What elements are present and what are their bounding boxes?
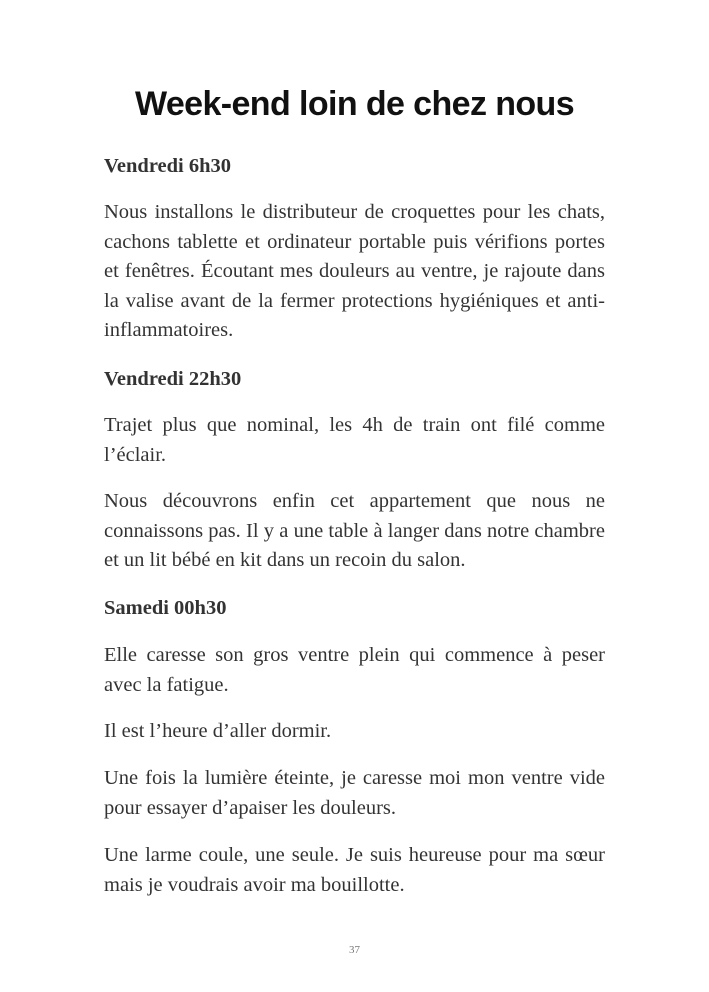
paragraph-croquettes: Nous installons le distributeur de croquettes pour les chats, cachons tablette et ordinateur portable puis vérifions portes et fenêtres. Écoutant mes douleurs au ventre, je rajoute dans la valise avant de la fermer protections hygiéniques et anti-inflammatoires. (104, 201, 605, 341)
section-heading-samedi-00h30: Samedi 00h30 (104, 597, 227, 619)
paragraph-dormir: Il est l’heure d’aller dormir. (104, 720, 332, 742)
section-heading-vendredi-22h30: Vendredi 22h30 (104, 368, 242, 390)
paragraph-trajet: Trajet plus que nominal, les 4h de train ont filé comme l’éclair. (104, 414, 605, 466)
paragraph-larme: Une larme coule, une seule. Je suis heureuse pour ma sœur mais je voudrais avoir ma bouillotte. (104, 844, 605, 896)
section-heading-vendredi-6h30: Vendredi 6h30 (104, 155, 232, 177)
paragraph-lumiere-eteinte: Une fois la lumière éteinte, je caresse moi mon ventre vide pour essayer d’apaiser les douleurs. (104, 767, 605, 819)
document-page (104, 0, 605, 992)
page-title: Week-end loin de chez nous (134, 85, 575, 123)
page-number: 37 (349, 944, 360, 956)
paragraph-appartement: Nous découvrons enfin cet appartement que nous ne connaissons pas. Il y a une table à langer dans notre chambre et un lit bébé en kit dans un recoin du salon. (104, 490, 605, 571)
paragraph-ventre-plein: Elle caresse son gros ventre plein qui commence à peser avec la fatigue. (104, 644, 605, 696)
